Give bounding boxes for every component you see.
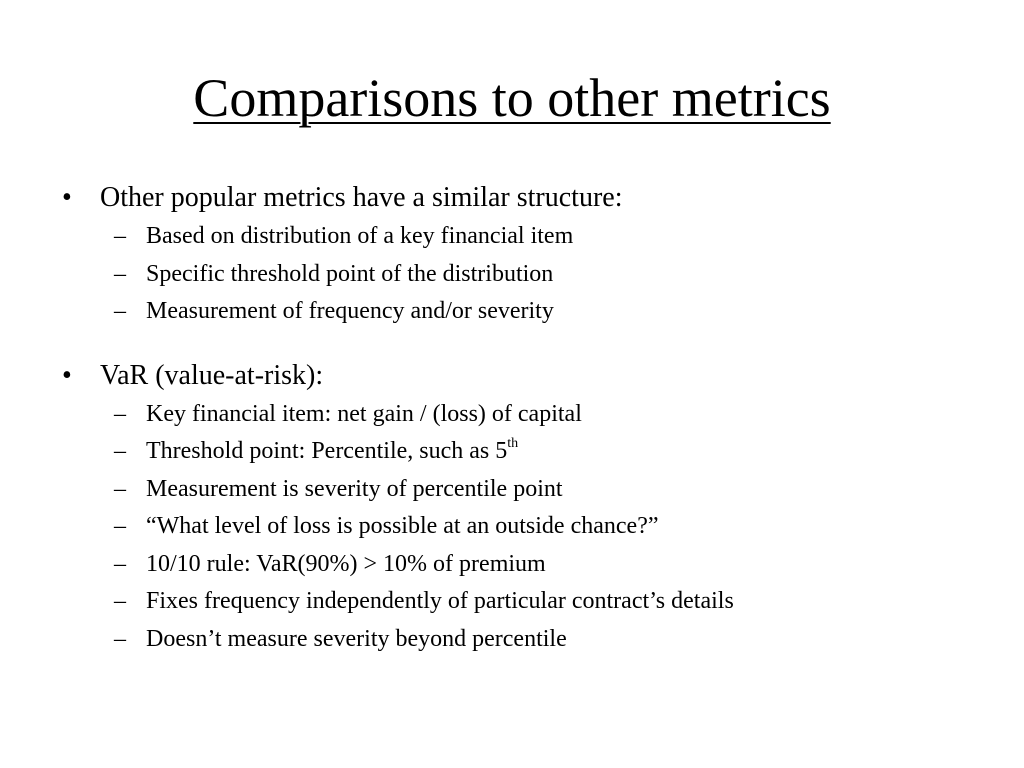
sub-bullet-marker: – <box>114 513 126 539</box>
sub-bullet-marker: – <box>114 298 126 324</box>
sub-bullet <box>62 256 1002 294</box>
sub-bullet-marker: – <box>114 475 126 502</box>
sub-bullet-text: Measurement is severity of percentile point <box>146 475 563 502</box>
bullet-other-metrics <box>62 178 1002 218</box>
sub-bullet <box>62 621 1002 659</box>
ordinal-superscript: th <box>507 436 519 451</box>
bullet-marker: • <box>62 182 72 213</box>
sub-bullet-text: 10/10 rule: VaR(90%) > 10% of premium <box>146 550 546 577</box>
sub-bullet-text: Fixes frequency independently of particular contract’s details <box>146 588 734 614</box>
sub-bullet <box>62 583 1002 621</box>
sub-bullet-marker: – <box>114 223 126 249</box>
sub-bullet-marker: – <box>114 550 126 577</box>
bullet-var <box>62 356 1002 396</box>
sub-bullet-text: “What level of loss is possible at an outside chance?” <box>146 513 659 539</box>
sub-bullet-text: Key financial item: net gain / (loss) of capital <box>146 400 582 427</box>
sub-bullet <box>62 471 1002 509</box>
bullet-marker: • <box>62 359 72 391</box>
slide-title: Comparisons to other metrics <box>193 68 831 128</box>
sub-bullet-text: Based on distribution of a key financial item <box>146 223 574 249</box>
sub-bullet <box>62 396 1002 434</box>
sub-bullet-text: Specific threshold point of the distribution <box>146 260 554 287</box>
section-spacer <box>62 331 1002 356</box>
sub-bullet-text: Threshold point: Percentile, such as 5 <box>146 438 508 464</box>
slide-body <box>62 178 1002 658</box>
sub-bullet-marker: – <box>114 625 126 652</box>
bullet-text: Other popular metrics have a similar structure: <box>100 182 623 213</box>
sub-bullet <box>62 508 1002 546</box>
bullet-text: VaR (value-at-risk): <box>100 359 324 391</box>
sub-bullet <box>62 293 1002 331</box>
sub-bullet-text: Doesn’t measure severity beyond percentile <box>146 625 567 652</box>
sub-bullet-marker: – <box>114 438 126 464</box>
sub-bullet <box>62 218 1002 256</box>
sub-bullet-text: Measurement of frequency and/or severity <box>146 298 554 324</box>
sub-bullet <box>62 546 1002 584</box>
sub-bullet-marker: – <box>114 588 126 614</box>
sub-bullet <box>62 433 1002 471</box>
sub-bullet-marker: – <box>114 400 126 427</box>
sub-bullet-marker: – <box>114 260 126 287</box>
